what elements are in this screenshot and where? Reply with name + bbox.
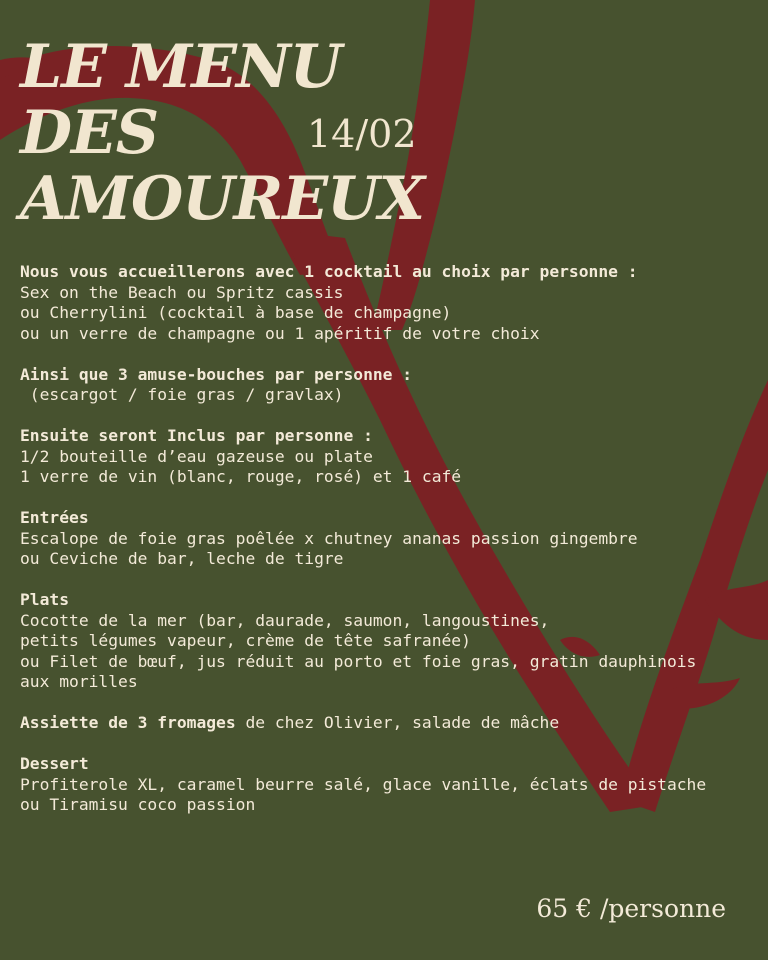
section-welcome [20, 262, 760, 344]
menu-line: petits légumes vapeur, crème de tête safranée) [20, 631, 471, 650]
menu-body [20, 262, 760, 836]
menu-line: ou Tiramisu coco passion [20, 795, 256, 814]
section-heading: Dessert [20, 754, 89, 773]
section-amuse-bouches [20, 365, 760, 406]
menu-line: Sex on the Beach ou Spritz cassis [20, 282, 344, 302]
title-line-1: LE MENU [20, 32, 342, 102]
title-line-2: DES [20, 98, 159, 168]
menu-line: ou un verre de champagne ou 1 apéritif de votre choix [20, 323, 540, 343]
section-heading: Entrées [20, 508, 89, 527]
section-entrees [20, 508, 760, 570]
menu-line: Cocotte de la mer (bar, daurade, saumon, langoustines, [20, 610, 550, 630]
menu-line: Escalope de foie gras poêlée x chutney ananas passion gingembre [20, 528, 638, 548]
section-dessert [20, 754, 760, 816]
section-included [20, 426, 760, 488]
section-heading: Nous vous accueillerons avec 1 cocktail au choix par personne : [20, 262, 638, 281]
menu-line: 1 verre de vin (blanc, rouge, rosé) et 1 café [20, 467, 462, 486]
section-plats [20, 590, 760, 693]
menu-line [20, 713, 760, 734]
menu-line: ou Ceviche de bar, leche de tigre [20, 549, 344, 568]
menu-date: 14/02 [307, 112, 417, 156]
menu-line: ou Filet de bœuf, jus réduit au porto et foie gras, gratin dauphinois [20, 651, 697, 671]
section-heading: Ensuite seront Inclus par personne : [20, 426, 373, 445]
menu-line: aux morilles [20, 672, 138, 691]
fromages-detail: de chez Olivier, salade de mâche [235, 713, 560, 732]
price-per-person: 65 € /personne [536, 894, 726, 923]
section-heading: Ainsi que 3 amuse-bouches par personne : [20, 364, 413, 384]
menu-line: (escargot / foie gras / gravlax) [20, 385, 344, 404]
menu-line: ou Cherrylini (cocktail à base de champagne) [20, 303, 452, 322]
title-line-3: AMOUREUX [20, 164, 425, 234]
section-fromages [20, 713, 760, 734]
menu-line: 1/2 bouteille d’eau gazeuse ou plate [20, 446, 373, 466]
section-heading: Plats [20, 590, 70, 609]
section-heading: Assiette de 3 fromages [20, 713, 236, 732]
menu-line: Profiterole XL, caramel beurre salé, glace vanille, éclats de pistache [20, 774, 707, 794]
